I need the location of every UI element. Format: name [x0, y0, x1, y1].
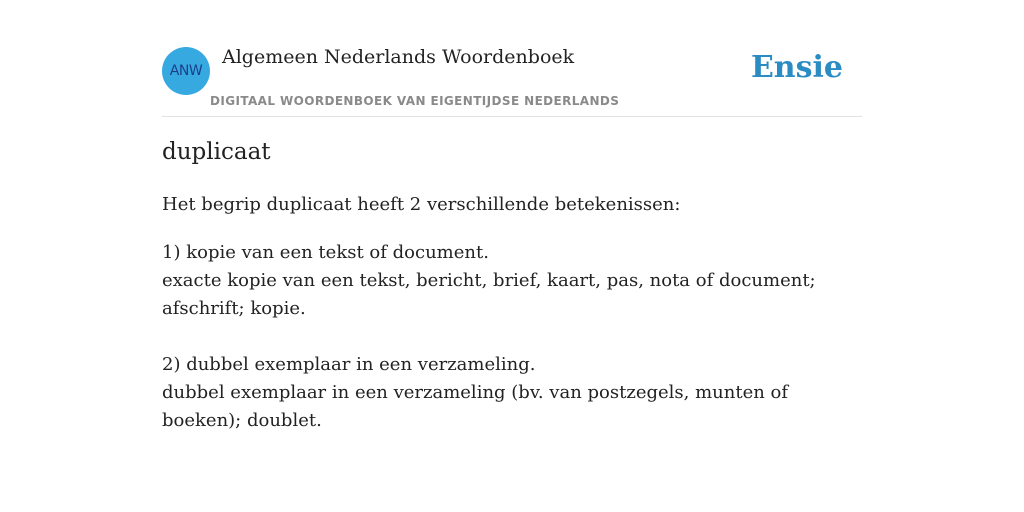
meaning-heading: 1) kopie van een tekst of document. — [162, 242, 489, 263]
header — [162, 0, 862, 117]
site-title[interactable]: Algemeen Nederlands Woordenboek — [222, 46, 575, 68]
dictionary-card — [162, 0, 862, 512]
ensie-brand-link[interactable]: Ensie — [750, 50, 843, 85]
meaning-definition: dubbel exemplaar in een verzameling (bv. van postzegels, munten of boeken); doublet. — [162, 382, 789, 431]
meaning-definition: exacte kopie van een tekst, bericht, brief, kaart, pas, nota of document; afschrift; kopie. — [162, 270, 816, 319]
site-subtitle: DIGITAAL WOORDENBOEK VAN EIGENTIJDSE NEDERLANDS — [210, 94, 620, 108]
entry-intro: Het begrip duplicaat heeft 2 verschillende betekenissen: — [162, 194, 681, 215]
anw-logo[interactable] — [162, 47, 210, 95]
meanings-list — [162, 239, 862, 463]
meaning-item — [162, 351, 862, 435]
entry-term: duplicaat — [162, 139, 271, 165]
meaning-item — [162, 239, 862, 323]
meaning-heading: 2) dubbel exemplaar in een verzameling. — [162, 354, 536, 375]
logo-text: ANW — [169, 63, 203, 79]
